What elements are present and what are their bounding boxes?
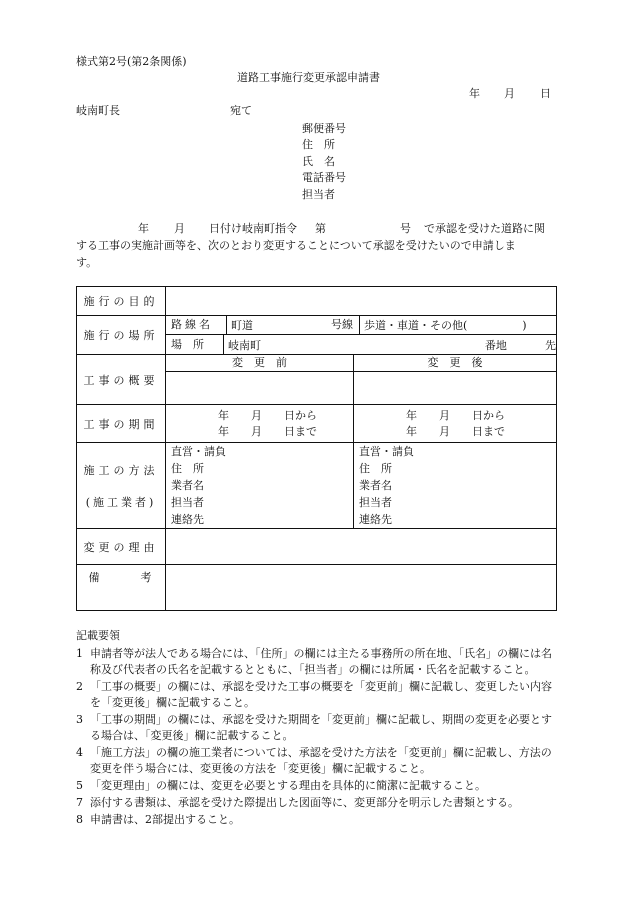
note-item: 2 「工事の概要」の欄には、承認を受けた工事の概要を「変更前」欄に記載し、変更したい内容を「変更後」欄に記載すること。 [76,680,552,709]
summary-after[interactable] [354,355,557,405]
row-period [77,405,557,443]
method-after-type: 直営・請負 [359,445,414,458]
period-after-from: 年 月 日から [406,408,505,422]
row-place [77,316,557,355]
purpose-input[interactable] [166,287,557,316]
period-before-to: 年 月 日まで [218,424,317,438]
contractor-label: (施工業者) [85,495,157,509]
applicant-address: 住 所 [302,138,335,151]
method-after[interactable] [354,443,557,529]
application-table [76,286,557,611]
date-day: 日 [540,87,551,100]
row-summary [77,355,557,405]
road-type[interactable]: 歩道・車道・その他( ) [364,319,527,332]
body-line2: する工事の実施計画等を、次のとおり変更することについて承認を受けたいので申請しま [76,239,516,252]
method-before-type: 直営・請負 [171,445,226,458]
summary-before[interactable] [166,355,354,405]
reason-input[interactable] [166,529,557,565]
remarks-label: 備 考 [77,565,166,611]
date-month: 月 [504,87,515,100]
remarks-input[interactable] [166,565,557,611]
method-before[interactable] [166,443,354,529]
route-label: 路線名 [166,316,227,334]
method-after-person: 担当者 [359,496,392,509]
method-after-contact: 連絡先 [359,513,392,526]
applicant-postal: 郵便番号 [302,122,346,135]
note-item: 7 添付する書類は、承認を受けた際提出した図面等に、変更部分を明示した書類とする。 [76,796,519,809]
purpose-label: 施行の目的 [77,287,166,316]
period-label: 工事の期間 [77,405,166,443]
method-before-contact: 連絡先 [171,513,204,526]
reason-label: 変更の理由 [77,529,166,565]
period-after-to: 年 月 日まで [406,424,505,438]
method-after-company: 業者名 [359,479,392,492]
period-after[interactable] [354,405,557,443]
applicant-name: 氏 名 [302,155,335,168]
row-remarks [77,565,557,611]
location-label: 場 所 [166,335,224,354]
banchi: 番地 [484,338,507,352]
method-label: 施工の方法 [83,463,159,477]
saki: 先 [545,338,556,352]
body-line3: す。 [76,256,98,269]
summary-label: 工事の概要 [77,355,166,405]
notes-heading: 記載要領 [76,629,120,642]
document-title: 道路工事施行変更承認申請書 [237,71,380,84]
body-month: 月 [174,222,185,235]
note-item: 3 「工事の期間」の欄には、承認を受けた期間を「変更前」欄に記載し、期間の変更を必要とする場合は、「変更後」欄に記載すること。 [76,713,552,742]
row-reason [77,529,557,565]
date-year: 年 [469,87,480,100]
notes-section [76,628,556,829]
row-method [77,443,557,529]
body-line1-rest: で承認を受けた道路に関 [424,222,545,235]
note-item: 1 申請者等が法人である場合には、「住所」の欄には主たる事務所の所在地、「氏名」の欄には名称及び代表者の氏名を記載するとともに、「担当者」の欄には所属・氏名を記載すること。 [76,647,552,676]
before-header: 変 更 前 [166,355,353,372]
method-before-person: 担当者 [171,496,204,509]
method-before-address: 住 所 [171,462,204,475]
applicant-phone: 電話番号 [302,171,346,184]
addressee-suffix: 宛て [230,104,252,117]
body-dated: 日付け岐南町指令 [209,222,297,235]
addressee: 岐南町長 [76,104,120,117]
method-before-company: 業者名 [171,479,204,492]
method-label-cell [77,443,166,529]
applicant-person: 担当者 [302,188,335,201]
note-item: 8 申請書は、2部提出すること。 [76,813,240,826]
body-no: 第 [315,222,326,235]
place-label: 施行の場所 [77,316,166,355]
row-purpose [77,287,557,316]
place-cell [166,316,557,355]
method-after-address: 住 所 [359,462,392,475]
after-header: 変 更 後 [354,355,556,372]
note-item: 4 「施工方法」の欄の施工業者については、承認を受けた方法を「変更前」欄に記載し、方法の変更を伴う場合には、変更後の方法を「変更後」欄に記載すること。 [76,746,552,775]
form-number: 様式第2号(第2条関係) [76,55,187,68]
route-suffix: 号線 [291,316,360,334]
period-before[interactable] [166,405,354,443]
body-year: 年 [138,222,149,235]
note-item: 5 「変更理由」の欄には、変更を必要とする理由を具体的に簡潔に記載すること。 [76,779,486,792]
body-go: 号 [400,222,411,235]
location-value: 岐南町 [227,338,261,352]
route-value: 町道 [231,319,253,332]
period-before-from: 年 月 日から [218,408,317,422]
